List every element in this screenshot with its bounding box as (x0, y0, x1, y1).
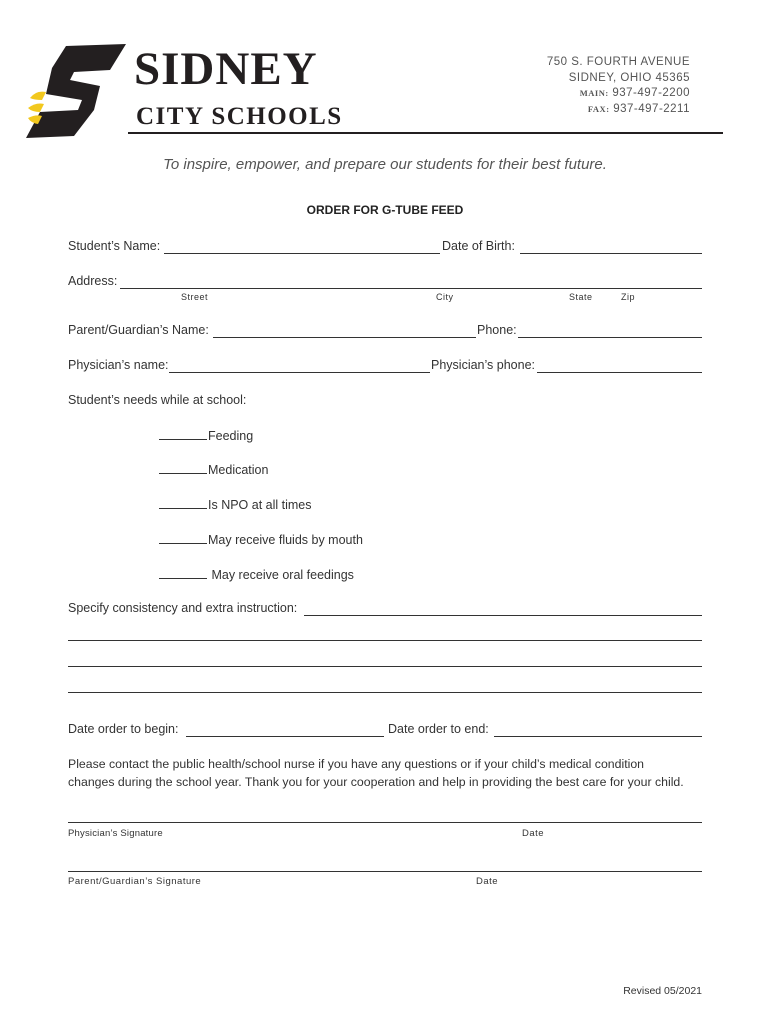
physician-signature-field[interactable] (68, 822, 702, 823)
instructions-label: Specify consistency and extra instruction: (68, 601, 298, 615)
notice-line-2: changes during the school year. Thank you for your cooperation and help in providing the best care for your child. (68, 775, 684, 789)
physician-name-label: Physician’s name: (68, 358, 169, 372)
parent-name-field[interactable] (213, 337, 476, 338)
need-label: May receive oral feedings (208, 568, 354, 582)
date-end-field[interactable] (494, 736, 702, 737)
need-checkbox-line[interactable] (159, 567, 207, 579)
instructions-field-line-2[interactable] (68, 640, 702, 641)
parent-signature-label: Parent/Guardian’s Signature (68, 876, 202, 887)
mission-tagline: To inspire, empower, and prepare our students for their best future. (163, 156, 607, 173)
address-field[interactable] (120, 288, 702, 289)
brand-name: SIDNEY (134, 43, 318, 95)
phone-field[interactable] (518, 337, 702, 338)
need-label: May receive fluids by mouth (208, 533, 363, 547)
instructions-field-line-4[interactable] (68, 692, 702, 693)
gold-stripe (28, 104, 44, 113)
parent-name-label: Parent/Guardian’s Name: (68, 323, 209, 337)
notice-line-1: Please contact the public health/school nurse if you have any questions or if your child’s medical condition (68, 757, 645, 771)
form-title: ORDER FOR G-TUBE FEED (306, 203, 464, 217)
need-item-npo[interactable] (159, 497, 312, 512)
address-label: Address: (68, 274, 118, 288)
physician-name-field[interactable] (169, 372, 430, 373)
physician-phone-label: Physician’s phone: (431, 358, 536, 372)
need-label: Is NPO at all times (208, 498, 312, 512)
need-item-oral-feedings[interactable] (159, 567, 354, 582)
need-label: Feeding (208, 429, 254, 443)
address-street-sublabel: Street (181, 292, 209, 302)
date-begin-label: Date order to begin: (68, 722, 179, 736)
fax-label: FAX: (587, 103, 610, 114)
revised-date: Revised 05/2021 (623, 985, 702, 997)
student-name-label: Student’s Name: (68, 239, 161, 253)
physician-phone-field[interactable] (537, 372, 702, 373)
student-name-field[interactable] (164, 253, 440, 254)
sidney-s-emblem (22, 40, 142, 140)
physician-date-label: Date (522, 828, 545, 839)
brand-subtitle: CITY SCHOOLS (136, 103, 343, 130)
dob-label: Date of Birth: (442, 239, 515, 253)
need-item-medication[interactable] (159, 462, 268, 477)
phone-label: Phone: (477, 323, 517, 337)
physician-signature-label: Physician’s Signature (68, 828, 163, 839)
need-checkbox-line[interactable] (159, 497, 207, 509)
school-address-block (547, 55, 690, 117)
address-line-1: 750 S. FOURTH AVENUE (546, 56, 690, 68)
date-begin-field[interactable] (186, 736, 384, 737)
fax-number: 937-497-2211 (613, 102, 690, 115)
need-item-fluids[interactable] (159, 532, 363, 547)
need-label: Medication (208, 463, 269, 477)
gold-stripe (30, 92, 46, 100)
needs-label: Student’s needs while at school: (68, 393, 247, 407)
main-phone-label: MAIN: (579, 88, 609, 98)
address-city-sublabel: City (436, 292, 454, 302)
address-line-2: SIDNEY, OHIO 45365 (568, 71, 690, 84)
main-phone-line (547, 86, 690, 102)
header-rule (128, 132, 723, 134)
dob-field[interactable] (520, 253, 702, 254)
need-checkbox-line[interactable] (159, 532, 207, 544)
parent-signature-field[interactable] (68, 871, 702, 872)
main-phone: 937-497-2200 (612, 87, 690, 99)
need-checkbox-line[interactable] (159, 462, 207, 474)
address-state-sublabel: State (569, 292, 593, 302)
instructions-field-line-3[interactable] (68, 666, 702, 667)
instructions-field-line-1[interactable] (304, 615, 702, 616)
parent-date-label: Date (476, 876, 499, 887)
fax-line (547, 102, 690, 118)
address-zip-sublabel: Zip (621, 292, 636, 302)
school-logo (22, 40, 367, 140)
need-item-feeding[interactable] (159, 428, 253, 443)
need-checkbox-line[interactable] (159, 428, 207, 440)
date-end-label: Date order to end: (388, 722, 489, 736)
